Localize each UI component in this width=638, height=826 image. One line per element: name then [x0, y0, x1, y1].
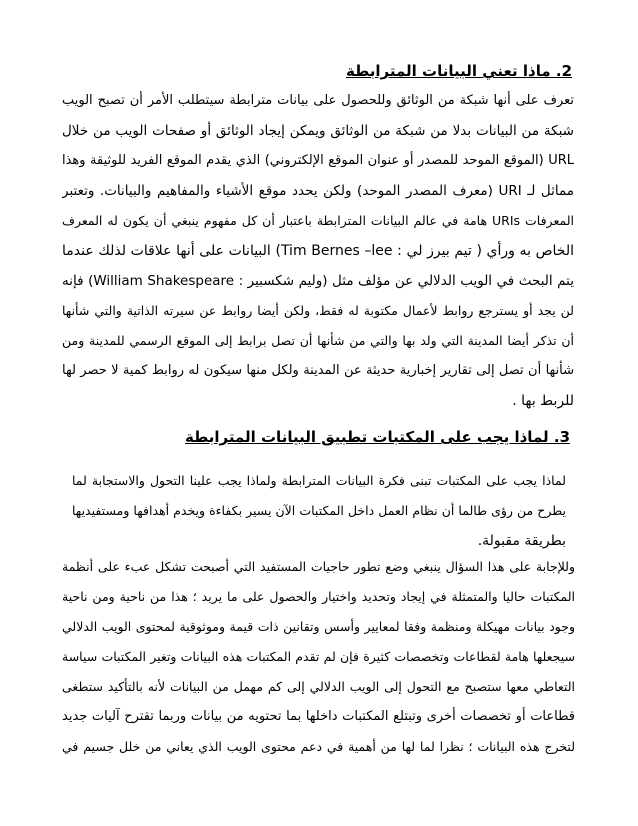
paragraph-line: يتم البحث في الويب الدلالي عن مؤلف مثل (وليم شكسبير : William Shakespeare) فإنه	[62, 273, 574, 289]
paragraph-line: وللإجابة على هذا السؤال ينبغي وضع تطور حاجيات المستفيد التي أصبحت تشكل عبء على أنظمة	[62, 559, 575, 574]
paragraph-line: بطريقة مقبولة.	[477, 533, 566, 549]
section-body-why-libraries-answer	[62, 552, 575, 762]
section-heading-linked-data-meaning: 2. ماذا تعني البيانات المترابطة	[346, 62, 572, 80]
paragraph-line: URL (الموقع الموحد للمصدر أو عنوان الموقع الإلكتروني) الذي يقدم الموقع الفريد للوثيقة وهذا	[62, 153, 574, 168]
paragraph-line: قطاعات أو تخصصات أخرى وتبتلع المكتبات داخلها بما تحتويه من بيانات وربما تقترح آليات جديد	[62, 709, 575, 724]
paragraph-line: لتخرج هذه البيانات ؛ نظرا لما لها من أهمية في دعم محتوى الويب الذي يعاني من خلل جسيم في	[62, 739, 575, 754]
paragraph-line: وجود بيانات مهيكلة ومنظمة وفقا لمعايير وأسس وتقانين ذات قيمة وموثوقية لمحتوى الويب الدلالي	[62, 619, 575, 634]
paragraph-line: لماذا يجب على المكتبات تبنى فكرة البيانات المترابطة ولماذا يجب علينا التحول والاستجابة لما	[72, 473, 566, 488]
paragraph-line: تعرف على أنها شبكة من الوثائق وللحصول على بيانات مترابطة سيتطلب الأمر أن تصبح الويب	[62, 93, 574, 108]
paragraph-line: سيجعلها هامة لقطاعات وتخصصات كثيرة فإن لم تقدم المكتبات هذه البيانات وتغير المكتبات سياسة	[62, 649, 575, 664]
paragraph-line: أن تذكر أيضا المدينة التي ولد بها والتي من شأنها أن تصل برابط إلى الموقع الرسمي للمدينة ومن	[62, 333, 574, 348]
paragraph-line: للربط بها .	[512, 393, 574, 409]
paragraph-line: شأنها أن تصل إلى تقارير إخبارية حديثة عن المدينة ولكل منها سيكون له روابط كمية لا حصر لها	[62, 363, 574, 378]
paragraph-line: المكتبات حاليا والمتمثلة في إيجاد وتحديد واختيار والحصول على ما يريد ؛ هذا من ناحية ومن ناحية	[62, 589, 575, 604]
paragraph-line: شبكة من البيانات بدلا من شبكة من الوثائق ويمكن إيجاد الوثائق أو صفحات الويب من خلال	[62, 123, 574, 139]
paragraph-line: مماثل لـ URI (معرف المصدر الموحد) ولكن يحدد موقع الأشياء والمفاهيم والبيانات. وتعتبر	[62, 183, 574, 199]
paragraph-line: لن يجد أو يسترجع روابط لأعمال مكتوبة له فقط، ولكن أيضا روابط عن سيرته الذاتية والتي شأنها	[62, 303, 574, 318]
paragraph-line: الخاص به ورأي ( تيم بيرز لي : Tim Bernes –lee) البيانات على أنها علاقات لذلك عندما	[62, 243, 574, 259]
section-heading-why-libraries: 3. لماذا يجب على المكتبات تطبيق البيانات المترابطة	[185, 428, 570, 446]
section-body-why-libraries-intro	[72, 466, 566, 556]
paragraph-line: يطرح من رؤى طالما أن نظام العمل داخل المكتبات الآن يسير بكفاءة ويخدم أهدافها ومستفيديها	[72, 503, 566, 518]
section-body-linked-data-meaning	[62, 86, 574, 416]
paragraph-line: التعاطي معها ستصبح مع التحول إلى الويب الدلالي إلى كم مهمل من البيانات لأنه بالتأكيد ستطغى	[62, 679, 575, 694]
paragraph-line: المعرفات URIs هامة في عالم البيانات المترابطة باعتبار أن كل مفهوم ينبغي أن يكون له المعرف	[62, 213, 574, 228]
